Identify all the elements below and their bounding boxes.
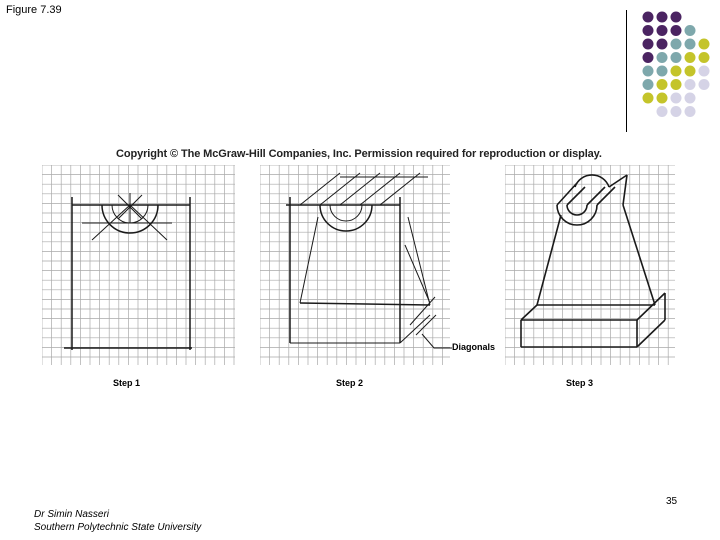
author-affiliation: Southern Polytechnic State University (34, 522, 202, 533)
copyright-notice: Copyright © The McGraw-Hill Companies, Inc. Permission required for reproduction or display. (116, 148, 602, 160)
step-3-sketch (505, 165, 675, 365)
author-credit (34, 508, 201, 534)
page-number: 35 (666, 496, 678, 507)
decorative-divider (626, 10, 627, 132)
step-1-grid (42, 165, 235, 365)
step-1-label: Step 1 (113, 378, 141, 388)
diagonals-annotation: Diagonals (452, 342, 496, 352)
step-3-label: Step 3 (566, 378, 594, 388)
step-2-label: Step 2 (336, 378, 364, 388)
figure-title: Figure 7.39 (6, 4, 62, 16)
author-name: Dr Simin Nasseri (34, 509, 110, 520)
decorative-dot-pattern (640, 10, 720, 120)
step-1-sketch (42, 165, 235, 365)
step-1-drawing (64, 193, 192, 350)
